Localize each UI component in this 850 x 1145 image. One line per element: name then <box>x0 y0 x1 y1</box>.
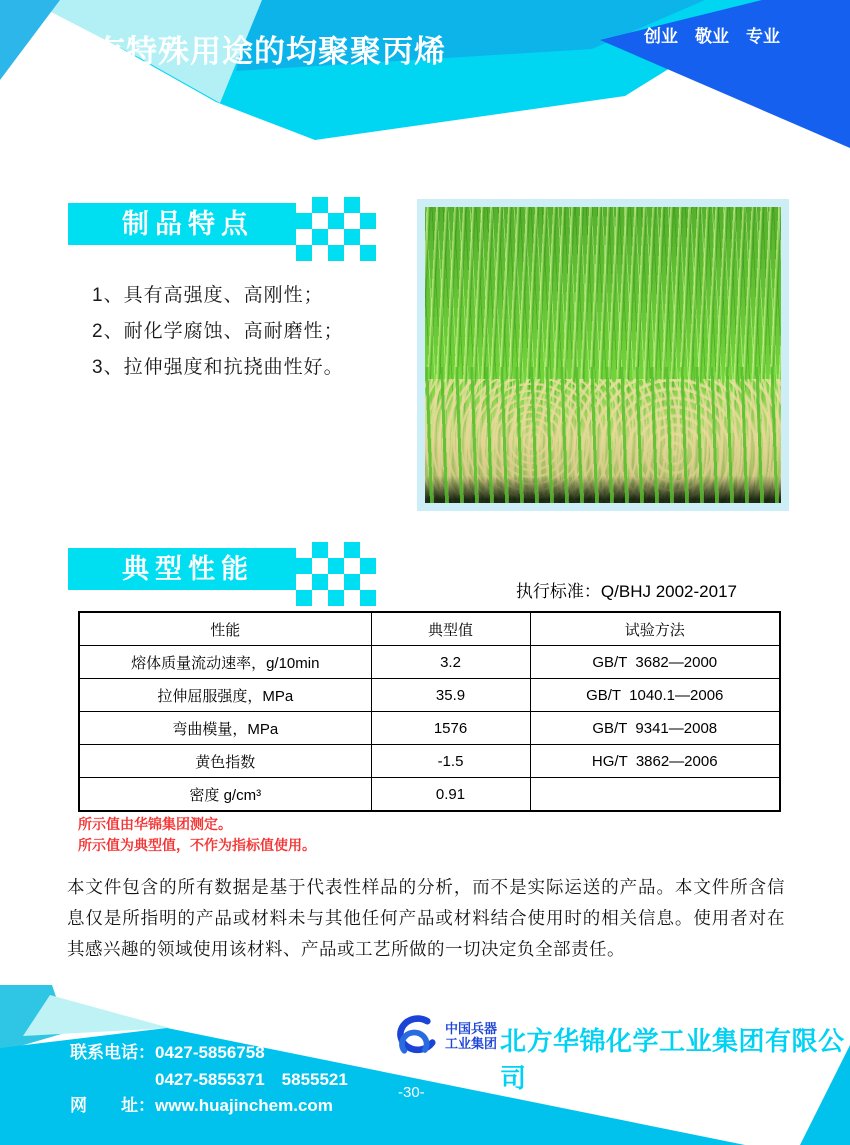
website-url: www.huajinchem.com <box>155 1096 333 1115</box>
method-cell <box>530 778 780 812</box>
header-slogan: 创业 敬业 专业 <box>644 27 780 46</box>
logo-text-line: 中国兵器 <box>445 1021 498 1036</box>
property-cell: 弯曲模量，MPa <box>79 712 371 745</box>
features-list <box>92 278 422 386</box>
standard-reference: 执行标准：Q/BHJ 2002-2017 <box>515 582 737 601</box>
feature-item: 3、拉伸强度和抗挠曲性好。 <box>92 357 344 378</box>
phone-label: 联系电话： <box>70 1043 155 1062</box>
product-photo <box>417 199 789 511</box>
phone-number-1: 0427-5856758 <box>155 1043 265 1062</box>
logo-text <box>445 1021 497 1051</box>
value-cell: 3.2 <box>371 646 530 679</box>
column-header: 试验方法 <box>530 612 780 646</box>
features-section-title: 制品特点 <box>68 203 308 245</box>
checker-decoration <box>296 197 376 261</box>
measurement-notes <box>78 814 316 856</box>
value-cell: 1576 <box>371 712 530 745</box>
note-line: 所示值为典型值，不作为指标值使用。 <box>78 837 316 853</box>
phone-line-1 <box>70 1038 265 1063</box>
property-cell: 拉伸屈服强度，MPa <box>79 679 371 712</box>
disclaimer-paragraph: 本文件包含的所有数据是基于代表性样品的分析，而不是实际运送的产品。本文件所含信息仅是所指明的产品或材料未与其他任何产品或材料结合使用时的相关信息。使用者对在其感兴趣的领域使用该材料、产品或工艺所做的一切决定负全部责任。 <box>67 877 785 959</box>
logo-text-line: 工业集团 <box>445 1036 498 1051</box>
table-row <box>79 712 780 745</box>
method-cell: GB/T 9341—2008 <box>530 712 780 745</box>
column-header: 典型值 <box>371 612 530 646</box>
properties-table-grid <box>78 611 781 812</box>
footer-banner <box>0 985 850 1145</box>
website-line <box>70 1091 333 1116</box>
properties-section-title: 典型性能 <box>68 548 308 590</box>
value-cell: 35.9 <box>371 679 530 712</box>
page-title: 具有特殊用途的均聚聚丙烯 <box>62 34 446 69</box>
feature-item: 2、耐化学腐蚀、高耐磨性； <box>92 321 344 342</box>
table-row <box>79 745 780 778</box>
phone-line-2: 0427-5855371 5855521 <box>155 1070 348 1089</box>
table-body <box>79 646 780 812</box>
method-cell: GB/T 1040.1—2006 <box>530 679 780 712</box>
property-cell: 密度 g/cm³ <box>79 778 371 812</box>
checker-decoration <box>296 542 376 606</box>
value-cell: -1.5 <box>371 745 530 778</box>
page-number: -30- <box>398 1084 425 1101</box>
method-cell: GB/T 3682—2000 <box>530 646 780 679</box>
norinco-logo-icon <box>390 1013 440 1059</box>
table-header-row <box>79 612 780 646</box>
properties-table <box>78 611 781 812</box>
property-cell: 熔体质量流动速率，g/10min <box>79 646 371 679</box>
method-cell: HG/T 3862—2006 <box>530 745 780 778</box>
feature-item: 1、具有高强度、高刚性； <box>92 285 324 306</box>
table-row <box>79 679 780 712</box>
property-cell: 黄色指数 <box>79 745 371 778</box>
table-row <box>79 646 780 679</box>
table-row <box>79 778 780 812</box>
grass-photo-blades <box>425 367 781 503</box>
column-header: 性能 <box>79 612 371 646</box>
note-line: 所示值由华锦集团测定。 <box>78 816 232 832</box>
company-name: 北方华锦化学工业集团有限公司 <box>500 1026 845 1093</box>
website-label: 网 址： <box>70 1096 155 1115</box>
value-cell: 0.91 <box>371 778 530 812</box>
